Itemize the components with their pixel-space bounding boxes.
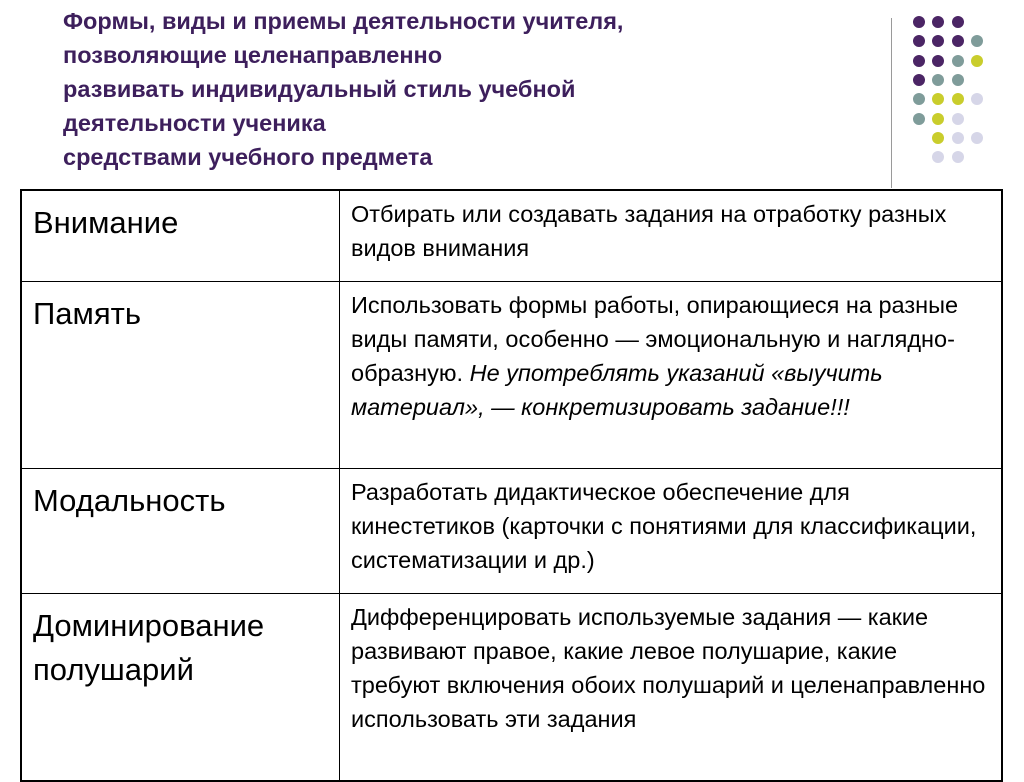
decorative-dot bbox=[952, 151, 964, 163]
row-text: Разработать дидактическое обеспечение для кинестетиков (карточки с понятиями для классификации, систематизации и др.) bbox=[340, 469, 1003, 594]
decorative-dot bbox=[952, 35, 964, 47]
decorative-dot bbox=[913, 55, 925, 67]
decorative-dot bbox=[971, 93, 983, 105]
decorative-dot bbox=[952, 113, 964, 125]
title-line-5: средствами учебного предмета bbox=[63, 144, 433, 170]
page-title bbox=[63, 4, 853, 174]
table-row bbox=[21, 282, 1002, 469]
decorative-dot bbox=[971, 132, 983, 144]
table-row bbox=[21, 469, 1002, 594]
decorative-dot bbox=[932, 35, 944, 47]
decorative-dot bbox=[952, 132, 964, 144]
decorative-dot bbox=[952, 93, 964, 105]
decorative-dot bbox=[932, 74, 944, 86]
activity-table bbox=[20, 189, 1003, 782]
decorative-dot bbox=[913, 74, 925, 86]
table-row bbox=[21, 594, 1002, 782]
decorative-dot bbox=[913, 93, 925, 105]
decorative-dot bbox=[932, 113, 944, 125]
row-label: Внимание bbox=[21, 190, 340, 282]
row-text bbox=[340, 282, 1003, 469]
row-label: Модальность bbox=[21, 469, 340, 594]
title-line-3: развивать индивидуальный стиль учебной bbox=[63, 76, 576, 102]
decorative-dot bbox=[932, 55, 944, 67]
decorative-dot bbox=[913, 35, 925, 47]
row-text: Отбирать или создавать задания на отработку разных видов внимания bbox=[340, 190, 1003, 282]
row-text: Дифференцировать используемые задания — какие развивают правое, какие левое полушарие, какие требуют включения обоих полушарий и целенаправленно использовать эти задания bbox=[340, 594, 1003, 782]
decorative-dot bbox=[952, 74, 964, 86]
row-text-italic: Не употреблять указаний «выучить материал», — конкретизировать задание!!! bbox=[351, 360, 883, 420]
decorative-dot bbox=[952, 16, 964, 28]
decorative-dot bbox=[971, 35, 983, 47]
title-line-2: позволяющие целенаправленно bbox=[63, 42, 443, 68]
row-label: Память bbox=[21, 282, 340, 469]
table-row bbox=[21, 190, 1002, 282]
row-label: Доминирование полушарий bbox=[21, 594, 340, 782]
title-line-1: Формы, виды и приемы деятельности учителя, bbox=[63, 8, 624, 34]
decorative-dot bbox=[932, 93, 944, 105]
decorative-dot bbox=[913, 16, 925, 28]
decorative-dot bbox=[932, 16, 944, 28]
decorative-dot bbox=[932, 132, 944, 144]
decorative-divider bbox=[891, 18, 892, 188]
decorative-dot bbox=[971, 55, 983, 67]
decorative-dot bbox=[952, 55, 964, 67]
row-text-regular: Использовать формы работы, опирающиеся на разные виды памяти, особенно — эмоциональную и наглядно-образную. bbox=[351, 292, 959, 386]
decorative-dot bbox=[932, 151, 944, 163]
decorative-dot bbox=[913, 113, 925, 125]
title-line-4: деятельности ученика bbox=[63, 110, 326, 136]
